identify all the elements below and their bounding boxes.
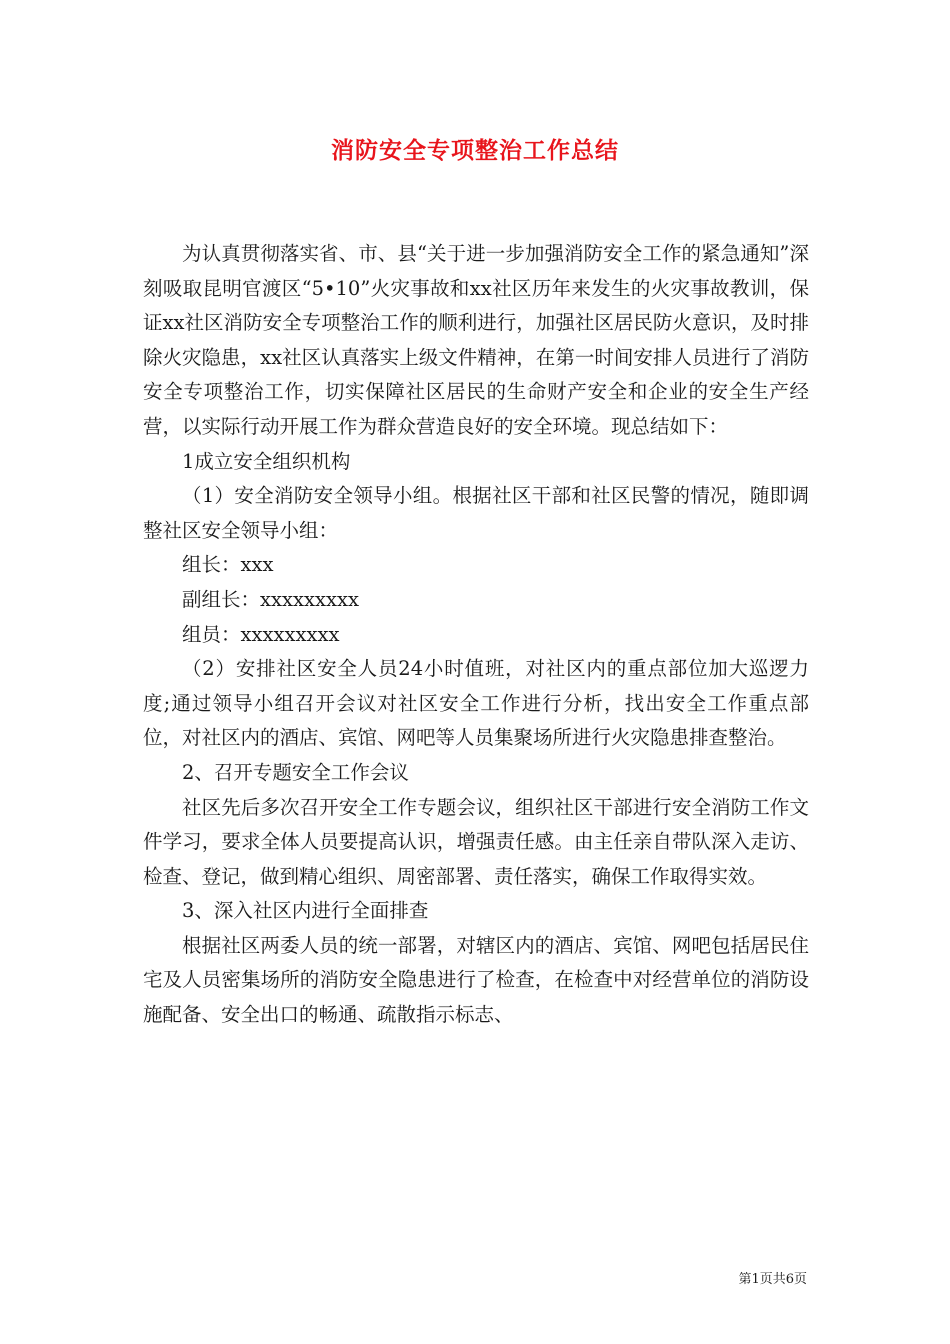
paragraph-intro: 为认真贯彻落实省、市、县“关于进一步加强消防安全工作的紧急通知”深刻吸取昆明官渡区“5•10”火灾事故和xx社区历年来发生的火灾事故教训，保证xx社区消防安全专项整治工作的顺利进行，加强社区居民防火意识，及时排除火灾隐患，xx社区认真落实上级文件精神，在第一时间安排人员进行了消防安全专项整治工作，切实保障社区居民的生命财产安全和企业的安全生产经营，以实际行动开展工作为群众营造良好的安全环境。现总结如下： <box>143 242 809 438</box>
paragraph-meetings: 社区先后多次召开安全工作专题会议，组织社区干部进行安全消防工作文件学习，要求全体人员要提高认识，增强责任感。由主任亲自带队深入走访、检查、登记，做到精心组织、周密部署、责任落实，确保工作取得实效。 <box>143 795 809 888</box>
page-number: 第1页共6页 <box>738 1272 807 1287</box>
paragraph-duty-arrangement: （2）安排社区安全人员24小时值班，对社区内的重点部位加大巡逻力度;通过领导小组召开会议对社区安全工作进行分析，找出安全工作重点部位，对社区内的酒店、宾馆、网吧等人员集聚场所进行火灾隐患排查整治。 <box>143 657 809 750</box>
document-body <box>143 237 809 1033</box>
section-heading-1: 1成立安全组织机构 <box>182 449 351 473</box>
paragraph-leadership-group: （1）安全消防安全领导小组。根据社区干部和社区民警的情况，随即调整社区安全领导小组： <box>143 484 809 542</box>
paragraph-inspection: 根据社区两委人员的统一部署，对辖区内的酒店、宾馆、网吧包括居民住宅及人员密集场所的消防安全隐患进行了检查，在检查中对经营单位的消防设施配备、安全出口的畅通、疏散指示标志、 <box>143 933 809 1027</box>
section-heading-3: 3、深入社区内进行全面排查 <box>182 899 429 923</box>
paragraph-leader: 组长：xxx <box>182 553 274 577</box>
section-heading-2: 2、召开专题安全工作会议 <box>182 760 409 784</box>
paragraph-deputy-leader: 副组长：xxxxxxxxx <box>182 587 359 611</box>
paragraph-members: 组员：xxxxxxxxx <box>182 622 340 646</box>
document-title: 消防安全专项整治工作总结 <box>331 137 619 164</box>
